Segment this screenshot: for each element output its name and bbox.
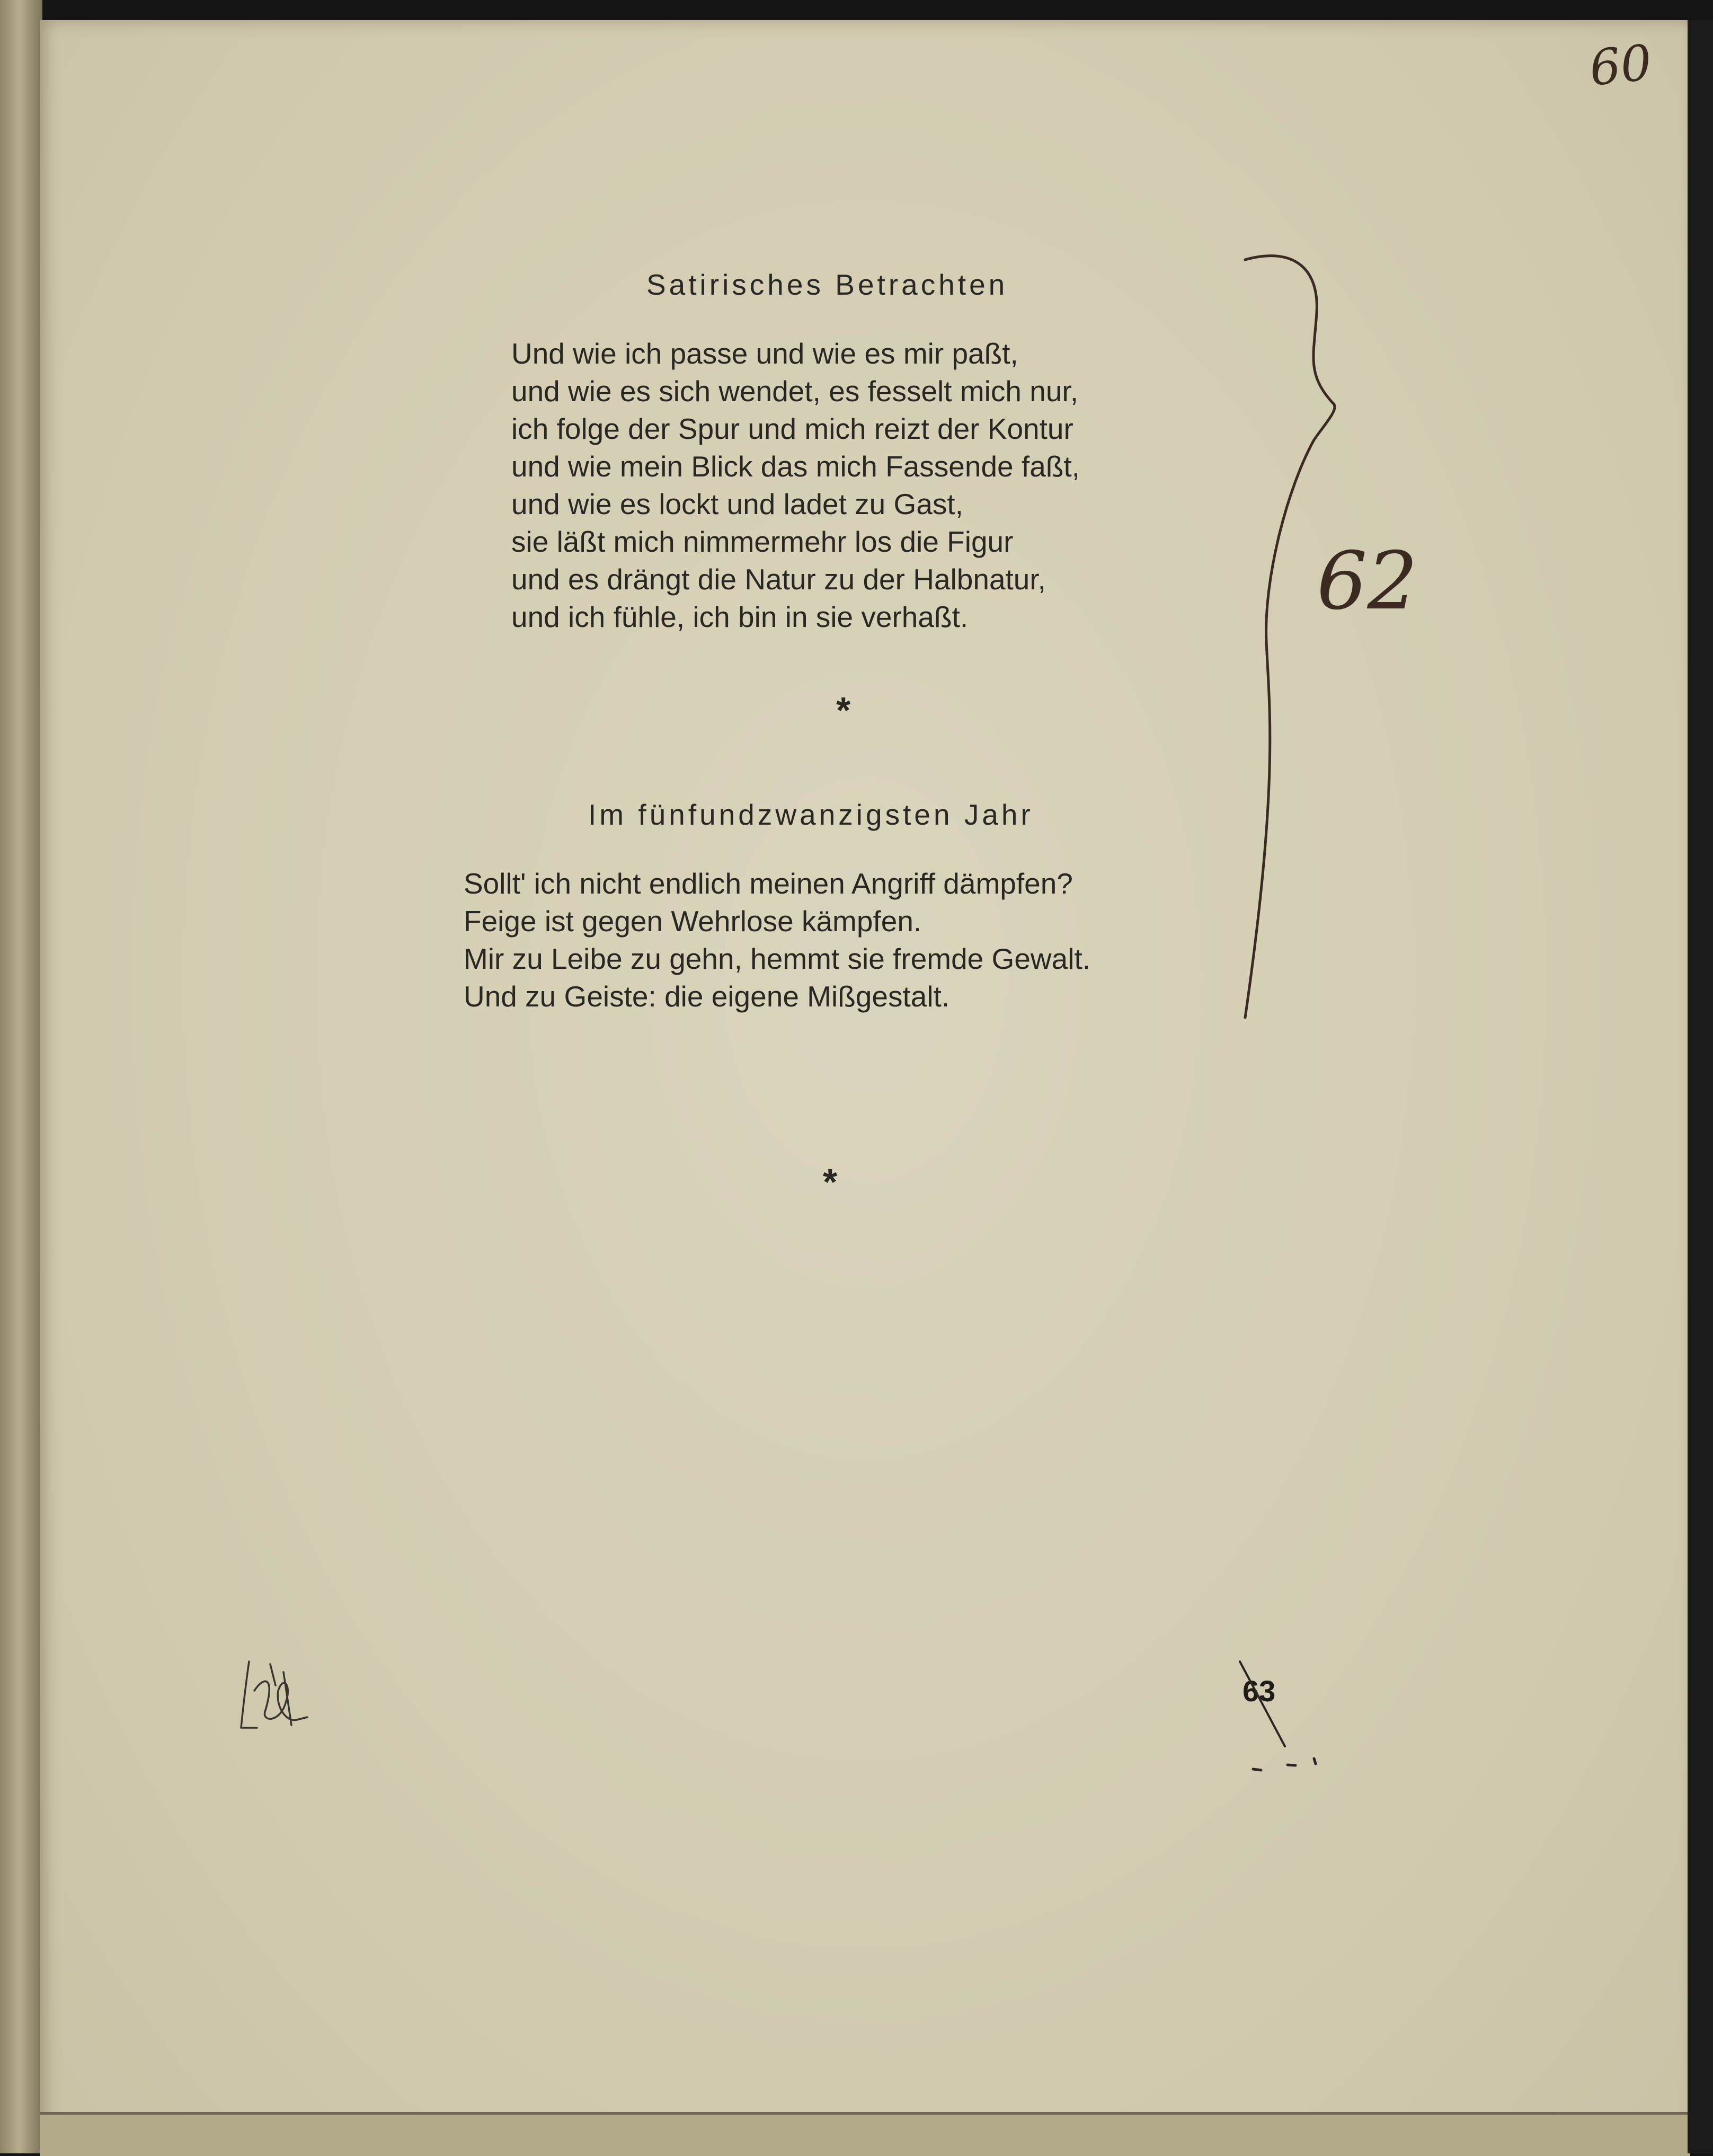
poem-body [511, 335, 1080, 636]
handwritten-page-number-side: 62 [1317, 535, 1418, 628]
section-separator: * [836, 690, 851, 731]
poem-line: Sollt' ich nicht endlich meinen Angriff dämpfen? [464, 867, 1073, 900]
poem-title: Satirisches Betrachten [646, 268, 1008, 301]
poem-title: Im fünfundzwanzigsten Jahr [588, 798, 1034, 831]
handwritten-page-number-top: 60 [1586, 34, 1655, 97]
handwritten-signature-icon [233, 1654, 323, 1733]
poem-line: Feige ist gegen Wehrlose kämpfen. [464, 905, 922, 938]
poem-line: sie läßt mich nimmermehr los die Figur [511, 525, 1014, 558]
handwritten-brace-icon [1235, 249, 1341, 1023]
poem-line: Und wie ich passe und wie es mir paßt, [511, 337, 1018, 370]
page-number-strike-mark-icon [1235, 1659, 1330, 1781]
poem-line: und wie es sich wendet, es fesselt mich nur, [511, 375, 1078, 408]
book-spine [0, 0, 42, 2153]
page-lower-edge [40, 2112, 1690, 2156]
page-right-edge [1688, 20, 1713, 2153]
poem-line: Und zu Geiste: die eigene Mißgestalt. [464, 980, 950, 1013]
poem-line: und ich fühle, ich bin in sie verhaßt. [511, 600, 969, 633]
section-separator: * [823, 1161, 838, 1203]
poem-line: Mir zu Leibe zu gehn, hemmt sie fremde Gewalt. [464, 942, 1091, 975]
printed-page-number: 63 [1242, 1674, 1276, 1708]
poem-line: und wie mein Blick das mich Fassende faßt, [511, 450, 1080, 483]
poem-line: ich folge der Spur und mich reizt der Kontur [511, 412, 1073, 445]
poem-line: und es drängt die Natur zu der Halbnatur, [511, 563, 1046, 596]
poem-line: und wie es lockt und ladet zu Gast, [511, 488, 963, 520]
poem-body [464, 865, 1090, 1015]
